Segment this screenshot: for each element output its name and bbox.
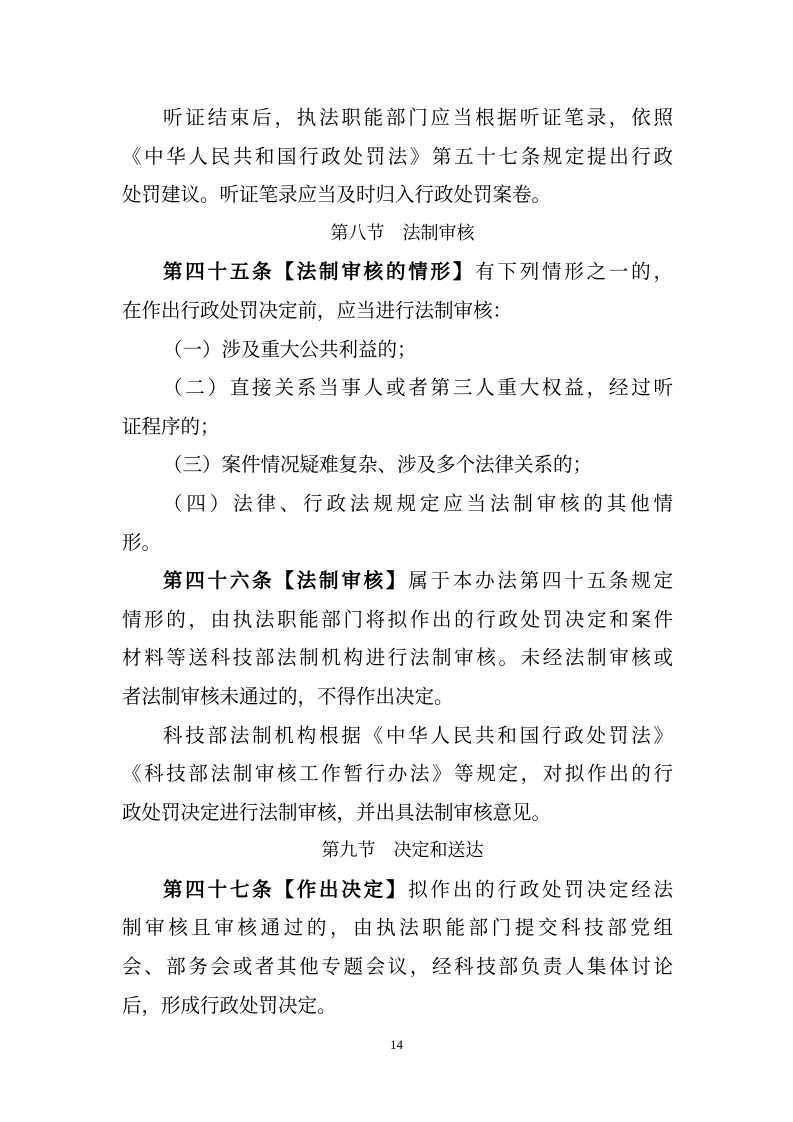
line-text: 材料等送科技部法制机构进行法制审核。未经法制审核或	[122, 646, 673, 670]
line-text: 《中华人民共和国行政处罚法》第五十七条规定提出行政	[122, 144, 673, 168]
line-text: （四）法律、行政法规规定应当法制审核的其他情	[163, 491, 673, 515]
page-number: 14	[390, 1037, 403, 1052]
text-line	[122, 794, 673, 833]
text-line	[122, 948, 673, 987]
text-line	[122, 678, 673, 717]
line-text: 情形的，由执法职能部门将拟作出的行政处罚决定和案件	[122, 607, 673, 631]
text-line	[122, 369, 673, 408]
text-line	[122, 562, 673, 601]
line-text: 第九节 决定和送达	[321, 840, 484, 862]
text-line	[122, 871, 673, 910]
line-text: 在作出行政处罚决定前，应当进行法制审核：	[122, 298, 513, 322]
text-line	[122, 253, 673, 292]
line-text: 制审核且审核通过的，由执法职能部门提交科技部党组	[122, 916, 673, 940]
line-text: 会、部务会或者其他专题会议，经科技部负责人集体讨论	[122, 955, 673, 979]
body-text	[122, 99, 673, 1025]
text-line	[122, 446, 673, 485]
text-line	[122, 408, 673, 447]
text-line	[122, 99, 673, 138]
line-text: 听证结束后，执法职能部门应当根据听证笔录，依照	[163, 106, 673, 129]
section-heading	[122, 832, 673, 871]
line-text: 后，形成行政处罚决定。	[122, 993, 337, 1017]
line-text: 科技部法制机构根据《中华人民共和国行政处罚法》	[163, 723, 673, 747]
line-text: 处罚建议。听证笔录应当及时归入行政处罚案卷。	[122, 183, 552, 207]
line-text: （三）案件情况疑难复杂、涉及多个法律关系的；	[163, 453, 593, 477]
line-text: （二）直接关系当事人或者第三人重大权益，经过听	[163, 376, 673, 400]
text-line	[122, 987, 673, 1026]
text-line	[122, 524, 673, 563]
text-line	[122, 138, 673, 177]
line-text: 拟作出的行政处罚决定经法	[408, 877, 673, 901]
line-text: 《科技部法制审核工作暂行办法》等规定，对拟作出的行	[122, 762, 673, 786]
text-line	[122, 639, 673, 678]
line-text: 证程序的；	[122, 414, 220, 438]
line-text: 者法制审核未通过的，不得作出决定。	[122, 684, 454, 708]
text-line	[122, 176, 673, 215]
line-text: 政处罚决定进行法制审核，并出具法制审核意见。	[122, 800, 552, 824]
text-line	[122, 601, 673, 640]
text-line	[122, 331, 673, 370]
text-line	[122, 909, 673, 948]
line-text: 第八节 法制审核	[330, 222, 475, 244]
line-text: 形。	[122, 530, 162, 554]
text-line	[122, 755, 673, 794]
article-title: 第四十七条【作出决定】	[163, 877, 409, 901]
article-title: 第四十六条【法制审核】	[163, 569, 409, 593]
line-text: 属于本办法第四十五条规定	[408, 569, 673, 593]
text-line	[122, 485, 673, 524]
section-heading	[122, 215, 673, 254]
text-line	[122, 717, 673, 756]
article-title: 第四十五条【法制审核的情形】	[163, 260, 476, 284]
line-text: （一）涉及重大公共利益的；	[163, 337, 417, 361]
text-line	[122, 292, 673, 331]
line-text: 有下列情形之一的，	[475, 260, 673, 284]
